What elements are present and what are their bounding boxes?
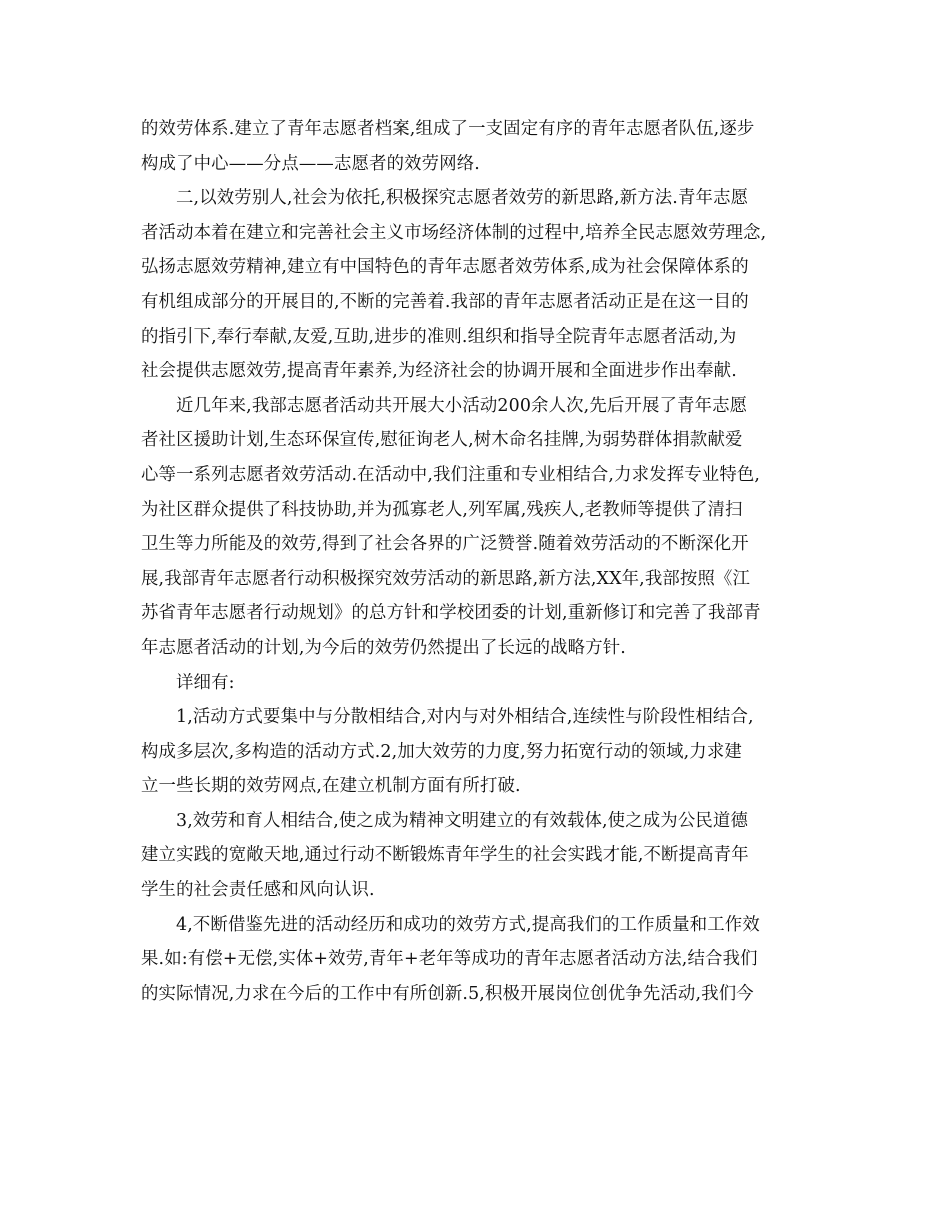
text-line: 卫生等力所能及的效劳,得到了社会各界的广泛赞誉.随着效劳活动的不断深化开	[141, 534, 749, 555]
text-line: 4,不断借鉴先进的活动经历和成功的效劳方式,提高我们的工作质量和工作效	[176, 914, 760, 935]
text-line: 年志愿者活动的计划,为今后的效劳仍然提出了长远的战略方针.	[141, 637, 626, 658]
text-line: 1,活动方式要集中与分散相结合,对内与对外相结合,连续性与阶段性相结合,	[176, 707, 754, 728]
text-line: 构成多层次,多构造的活动方式.2,加大效劳的力度,努力拓宽行动的领域,力求建	[141, 741, 742, 762]
text-line: 弘扬志愿效劳精神,建立有中国特色的青年志愿者效劳体系,成为社会保障体系的	[141, 257, 749, 278]
text-line: 详细有:	[176, 672, 235, 693]
text-line: 学生的社会责任感和风向认识.	[141, 880, 375, 901]
text-line: 的指引下,奉行奉献,友爱,互助,进步的准则.组织和指导全院青年志愿者活动,为	[141, 326, 737, 347]
text-line: 的实际情况,力求在今后的工作中有所创新.5,积极开展岗位创优争先活动,我们今	[141, 983, 754, 1004]
text-line: 近几年来,我部志愿者活动共开展大小活动200余人次,先后开展了青年志愿	[176, 395, 748, 416]
text-line: 展,我部青年志愿者行动积极探究效劳活动的新思路,新方法,XX年,我部按照《江	[141, 568, 751, 589]
text-line: 为社区群众提供了科技协助,并为孤寡老人,列军属,残疾人,老教师等提供了清扫	[141, 499, 743, 520]
text-line: 苏省青年志愿者行动规划》的总方针和学校团委的计划,重新修订和完善了我部青	[141, 603, 761, 624]
text-line: 心等一系列志愿者效劳活动.在活动中,我们注重和专业相结合,力求发挥专业特色,	[141, 464, 761, 485]
text-line: 者活动本着在建立和完善社会主义市场经济体制的过程中,培养全民志愿效劳理念,	[141, 222, 767, 243]
text-line: 建立实践的宽敞天地,通过行动不断锻炼青年学生的社会实践才能,不断提高青年	[141, 845, 749, 866]
text-line: 构成了中心——分点——志愿者的效劳网络.	[141, 153, 480, 174]
document-body	[141, 112, 809, 1011]
text-line: 立一些长期的效劳网点,在建立机制方面有所打破.	[141, 776, 521, 797]
text-line: 者社区援助计划,生态环保宣传,慰征询老人,树木命名挂牌,为弱势群体捐款献爱	[141, 430, 743, 451]
text-line: 的效劳体系.建立了青年志愿者档案,组成了一支固定有序的青年志愿者队伍,逐步	[141, 119, 755, 139]
text-line: 二,以效劳别人,社会为依托,积极探究志愿者效劳的新思路,新方法.青年志愿	[176, 188, 749, 209]
text-line: 有机组成部分的开展目的,不断的完善着.我部的青年志愿者活动正是在这一目的	[141, 291, 749, 312]
text-line: 果.如:有偿+无偿,实体+效劳,青年+老年等成功的青年志愿者活动方法,结合我们	[141, 949, 758, 970]
text-line: 社会提供志愿效劳,提高青年素养,为经济社会的协调开展和全面进步作出奉献.	[141, 361, 737, 382]
text-line: 3,效劳和育人相结合,使之成为精神文明建立的有效载体,使之成为公民道德	[176, 810, 749, 831]
